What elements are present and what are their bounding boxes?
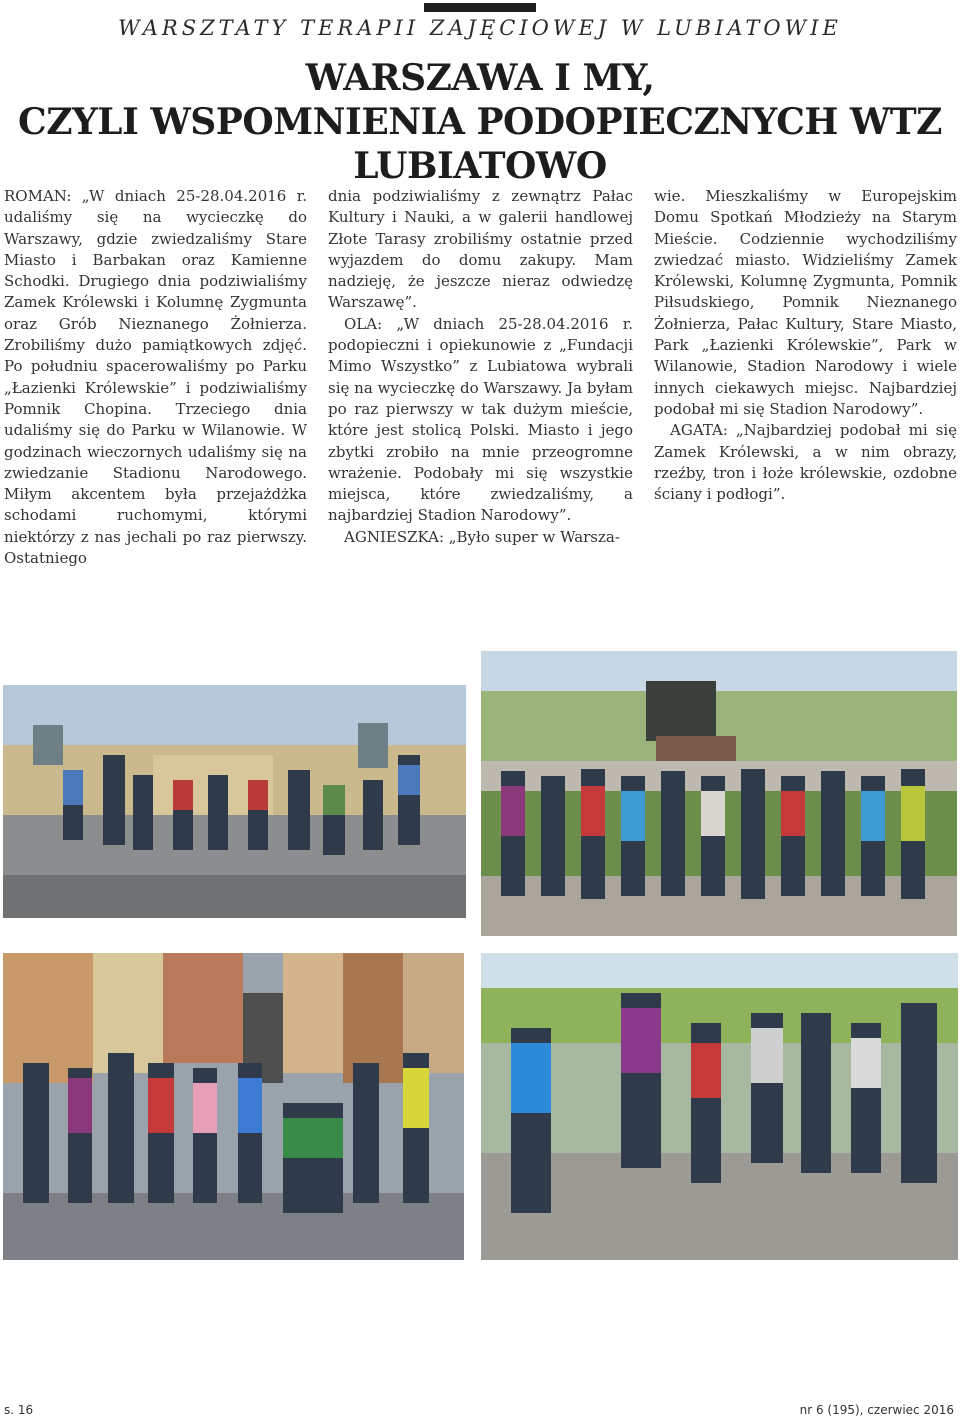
- article-title: [0, 56, 960, 188]
- article-title-line-2: CZYLI WSPOMNIENIA PODOPIECZNYCH WTZ: [18, 101, 942, 143]
- article-title-line-3: LUBIATOWO: [353, 145, 607, 187]
- photo-group-wilanow-palace: [3, 685, 466, 918]
- paragraph-ola: OLA: „W dniach 25-28.04.2016 r. podopieczni i opiekunowie z „Fundacji Mimo Wszystko” z Lubiatowa wybrali się na wycieczkę do Warszawy. Ja byłam po raz pierwszy w tak dużym mieście, które jest stolicą Polski. Miasto i jego zbytki zrobiło na mnie przeogromne wrażenie. Podobały mi się wszystkie miejsca, które zwiedzaliśmy, a najbardziej Stadion Narodowy”.: [328, 314, 633, 525]
- photo-group-old-town-square: [3, 953, 464, 1260]
- photo-group-park-alley: [481, 953, 958, 1260]
- header-bar: [424, 3, 536, 12]
- article-title-line-1: WARSZAWA I MY,: [305, 57, 655, 99]
- page-number: s. 16: [4, 1403, 34, 1417]
- section-label: WARSZTATY TERAPII ZAJĘCIOWEJ W LUBIATOWIE: [118, 16, 842, 40]
- photo-group-chopin-monument: [481, 651, 957, 936]
- paragraph-agnieszka-end: wie. Mieszkaliśmy w Europejskim Domu Spotkań Młodzieży na Starym Mieście. Codziennie wychodziliśmy zwiedzać miasto. Widzieliśmy Zamek Królewski, Kolumnę Zygmunta, Pomnik Piłsudskiego, Pomnik Nieznanego Żołnierza, Pałac Kultury, Stare Miasto, Park „Łazienki Królewskie”, Park w Wilanowie, Stadion Narodowy i wiele innych ciekawych miejsc. Najbardziej podobał mi się Stadion Narodowy”.: [654, 187, 957, 418]
- text-column-1: [4, 186, 307, 569]
- issue-info: nr 6 (195), czerwiec 2016: [799, 1403, 954, 1417]
- paragraph-agnieszka-start: AGNIESZKA: „Było super w Warsza-: [344, 527, 620, 546]
- paragraph-roman-end: dnia podziwialiśmy z zewnątrz Pałac Kultury i Nauki, a w galerii handlowej Złote Tarasy zrobiliśmy ostatnie przed wyjazdem do domu zakupy. Mam nadzieję, że jeszcze nieraz odwiedzę Warszawę”.: [328, 187, 633, 312]
- text-column-3: [654, 186, 957, 505]
- paragraph-agata: AGATA: „Najbardziej podobał mi się Zamek Królewski, a w nim obrazy, rzeźby, tron i łoże królewskie, ozdobne ściany i podłogi”.: [654, 421, 957, 504]
- paragraph-roman: ROMAN: „W dniach 25-28.04.2016 r. udaliśmy się na wycieczkę do Warszawy, gdzie zwiedzaliśmy Stare Miasto i Barbakan oraz Kamienne Schodki. Drugiego dnia podziwialiśmy Zamek Królewski i Kolumnę Zygmunta oraz Grób Nieznanego Żołnierza. Zrobiliśmy dużo pamiątkowych zdjęć. Po południu spacerowaliśmy po Parku „Łazienki Królewskie” i podziwialiśmy Pomnik Chopina. Trzeciego dnia udaliśmy się do Parku w Wilanowie. W godzinach wieczornych udaliśmy się na zwiedzanie Stadionu Narodowego. Miłym akcentem była przejażdżka schodami ruchomymi, którymi niektórzy z nas jechali po raz pierwszy. Ostatniego: [4, 187, 307, 568]
- text-column-2: [328, 186, 633, 548]
